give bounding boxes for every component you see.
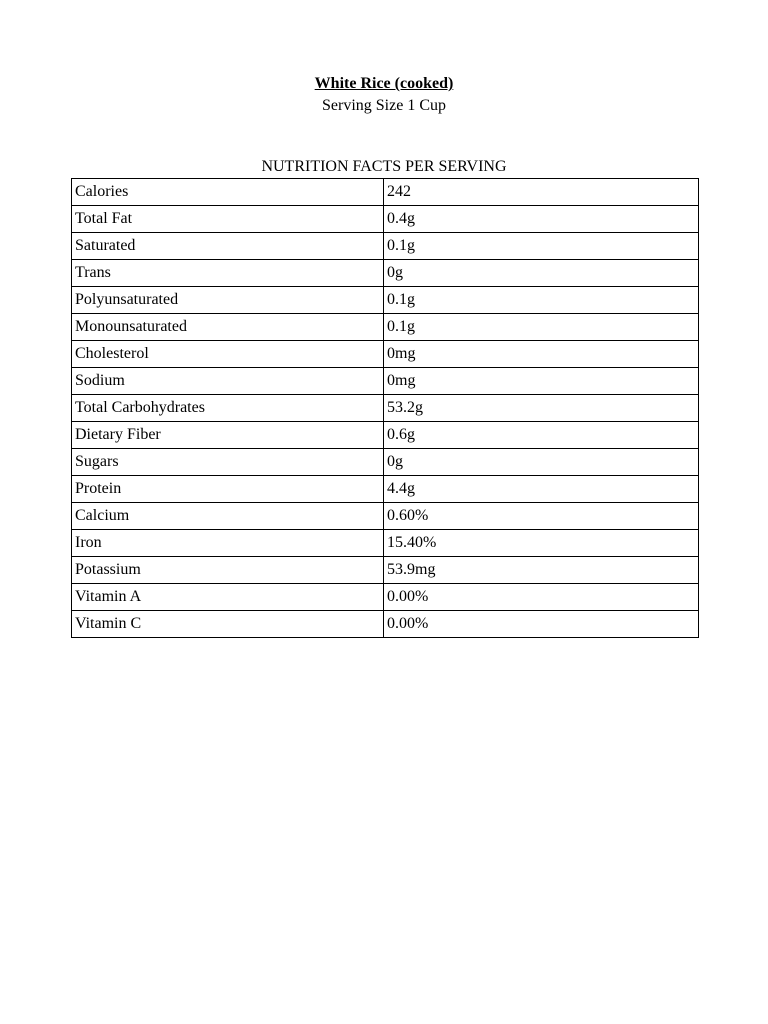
nutrient-amount: 0.00% xyxy=(384,611,699,638)
table-row xyxy=(72,206,699,233)
table-row xyxy=(72,395,699,422)
table-row xyxy=(72,260,699,287)
nutrient-amount: 0.1g xyxy=(384,287,699,314)
table-row xyxy=(72,557,699,584)
nutrient-amount: 4.4g xyxy=(384,476,699,503)
table-row xyxy=(72,368,699,395)
nutrient-amount: 0.1g xyxy=(384,314,699,341)
nutrient-name: Monounsaturated xyxy=(72,314,384,341)
document-title: White Rice (cooked) xyxy=(314,75,454,92)
nutrient-amount: 0.4g xyxy=(384,206,699,233)
nutrient-name: Iron xyxy=(72,530,384,557)
nutrient-name: Calcium xyxy=(72,503,384,530)
table-row xyxy=(72,584,699,611)
table-row xyxy=(72,530,699,557)
table-row xyxy=(72,179,699,206)
nutrient-amount: 0.60% xyxy=(384,503,699,530)
nutrient-name: Dietary Fiber xyxy=(72,422,384,449)
nutrient-amount: 0.6g xyxy=(384,422,699,449)
nutrition-facts-table xyxy=(71,178,699,638)
nutrient-name: Cholesterol xyxy=(72,341,384,368)
table-row xyxy=(72,503,699,530)
nutrient-amount: 242 xyxy=(384,179,699,206)
nutrient-name: Polyunsaturated xyxy=(72,287,384,314)
table-row xyxy=(72,611,699,638)
nutrient-name: Sugars xyxy=(72,449,384,476)
nutrient-name: Trans xyxy=(72,260,384,287)
serving-size: Serving Size 1 Cup xyxy=(322,97,446,114)
table-row xyxy=(72,449,699,476)
nutrient-amount: 53.9mg xyxy=(384,557,699,584)
nutrient-name: Protein xyxy=(72,476,384,503)
nutrient-amount: 15.40% xyxy=(384,530,699,557)
nutrient-amount: 0mg xyxy=(384,341,699,368)
nutrient-name: Vitamin A xyxy=(72,584,384,611)
nutrient-amount: 0.00% xyxy=(384,584,699,611)
table-row xyxy=(72,287,699,314)
table-heading: NUTRITION FACTS PER SERVING xyxy=(261,158,507,175)
nutrient-name: Total Fat xyxy=(72,206,384,233)
nutrient-amount: 53.2g xyxy=(384,395,699,422)
nutrient-name: Vitamin C xyxy=(72,611,384,638)
table-row xyxy=(72,341,699,368)
nutrient-name: Saturated xyxy=(72,233,384,260)
nutrient-amount: 0g xyxy=(384,260,699,287)
nutrient-amount: 0.1g xyxy=(384,233,699,260)
nutrient-name: Total Carbohydrates xyxy=(72,395,384,422)
nutrient-amount: 0mg xyxy=(384,368,699,395)
table-row xyxy=(72,422,699,449)
nutrient-name: Calories xyxy=(72,179,384,206)
nutrient-name: Potassium xyxy=(72,557,384,584)
table-row xyxy=(72,476,699,503)
nutrient-amount: 0g xyxy=(384,449,699,476)
table-row xyxy=(72,233,699,260)
nutrient-name: Sodium xyxy=(72,368,384,395)
table-row xyxy=(72,314,699,341)
